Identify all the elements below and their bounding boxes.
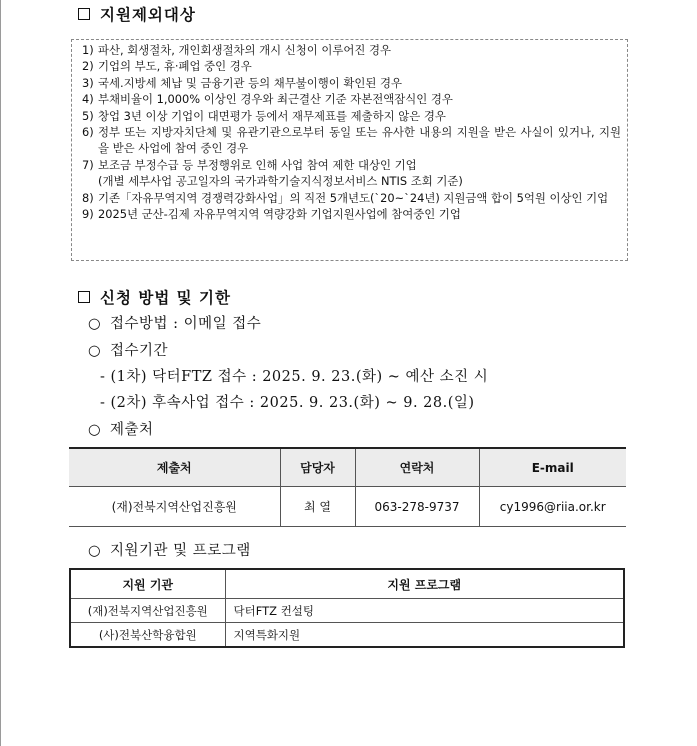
section-title-application (78, 286, 231, 308)
table-header-row (69, 448, 626, 487)
circle-bullet-icon: ○ (88, 543, 102, 559)
list-item (82, 124, 621, 157)
section-title-text: 지원제외대상 (100, 5, 196, 24)
item-text: 부채비율이 1,000% 이상인 경우와 최근결산 기준 자본전액잠식인 경우 (98, 92, 453, 107)
period-label-line (88, 339, 168, 360)
item-number: 2) (82, 59, 94, 74)
item-number: 7) (82, 157, 94, 172)
item-number: 8) (82, 190, 94, 205)
section-title-exclusion (78, 3, 196, 25)
submission-table (69, 447, 626, 527)
item-text: 2025년 군산-김제 자유무역지역 역량강화 기업지원사업에 참여중인 기업 (98, 207, 461, 222)
table-header-row (70, 569, 624, 599)
table-row (69, 487, 626, 527)
program-cell: 지역특화지원 (225, 623, 624, 648)
circle-bullet-icon: ○ (88, 422, 102, 438)
circle-bullet-icon: ○ (88, 343, 102, 359)
list-item (82, 91, 621, 107)
program-cell: 닥터FTZ 컨설팅 (225, 599, 624, 623)
checkbox-icon (78, 8, 90, 20)
item-text: 창업 3년 이상 기업이 대면평가 등에서 재무제표를 제출하지 않은 경우 (98, 108, 446, 123)
method-text: 접수방법 : 이메일 접수 (110, 316, 262, 332)
item-number: 6) (82, 125, 94, 140)
submit-label: 제출처 (110, 422, 154, 438)
item-text: 보조금 부정수급 등 부정행위로 인해 사업 참여 제한 대상인 기업 (98, 157, 417, 172)
exclusion-list (71, 39, 628, 261)
item-subnote: (개별 세부사업 공고일자의 국가과학기술지식정보서비스 NTIS 조회 기준) (98, 174, 463, 189)
org-cell: (재)전북지역산업진흥원 (70, 599, 225, 623)
header-cell: 지원 프로그램 (225, 569, 624, 599)
header-cell: 연락처 (355, 448, 479, 487)
list-item (82, 108, 621, 124)
list-item (82, 75, 621, 91)
list-item (82, 157, 621, 173)
method-line (88, 312, 261, 333)
org-cell: (재)전북지역산업진흥원 (69, 487, 280, 527)
org-cell: (사)전북산학융합원 (70, 623, 225, 648)
period-1: - (1차) 닥터FTZ 접수 : 2025. 9. 23.(화) ~ 예산 소진 시 (100, 369, 489, 385)
circle-bullet-icon: ○ (88, 316, 102, 332)
item-text: 기업의 부도, 휴·폐업 중인 경우 (98, 59, 252, 74)
table-row (70, 599, 624, 623)
item-text: 파산, 회생절차, 개인회생절차의 개시 신청이 이루어진 경우 (98, 43, 392, 57)
header-cell: 담당자 (280, 448, 355, 487)
list-item (82, 190, 621, 206)
programs-label: 지원기관 및 프로그램 (110, 543, 251, 559)
item-number: 3) (82, 75, 94, 90)
table-row (70, 623, 624, 648)
list-item (82, 206, 621, 222)
item-text: 국세.지방세 체납 및 금융기관 등의 채무불이행이 확인된 경우 (98, 75, 403, 90)
contact-person-cell: 최 열 (280, 487, 355, 527)
item-number: 5) (82, 108, 94, 123)
item-number: 9) (82, 207, 94, 222)
section-title-text: 신청 방법 및 기한 (100, 288, 232, 307)
item-number: 1) (82, 43, 94, 57)
list-item (82, 58, 621, 74)
header-cell: 지원 기관 (70, 569, 225, 599)
page-edge (0, 0, 1, 746)
list-item (82, 42, 621, 58)
period-2: - (2차) 후속사업 접수 : 2025. 9. 23.(화) ~ 9. 28.(일) (100, 395, 475, 411)
period-label: 접수기간 (110, 343, 169, 359)
email-cell: cy1996@riia.or.kr (479, 487, 626, 527)
program-table (69, 568, 625, 648)
item-number: 4) (82, 92, 94, 107)
header-cell: 제출처 (69, 448, 280, 487)
item-text: 기존「자유무역지역 경쟁력강화사업」의 직전 5개년도(`20~`24년) 지원금액 합이 5억원 이상인 기업 (98, 190, 609, 205)
phone-cell: 063-278-9737 (355, 487, 479, 527)
item-text: 정부 또는 지방자치단체 및 유관기관으로부터 동일 또는 유사한 내용의 지원을 받은 사실이 있거나, 지원을 받은 사업에 참여 중인 경우 (98, 125, 621, 156)
header-cell: E-mail (479, 448, 626, 487)
submit-label-line (88, 418, 154, 439)
programs-label-line (88, 539, 251, 560)
checkbox-icon (78, 291, 90, 303)
